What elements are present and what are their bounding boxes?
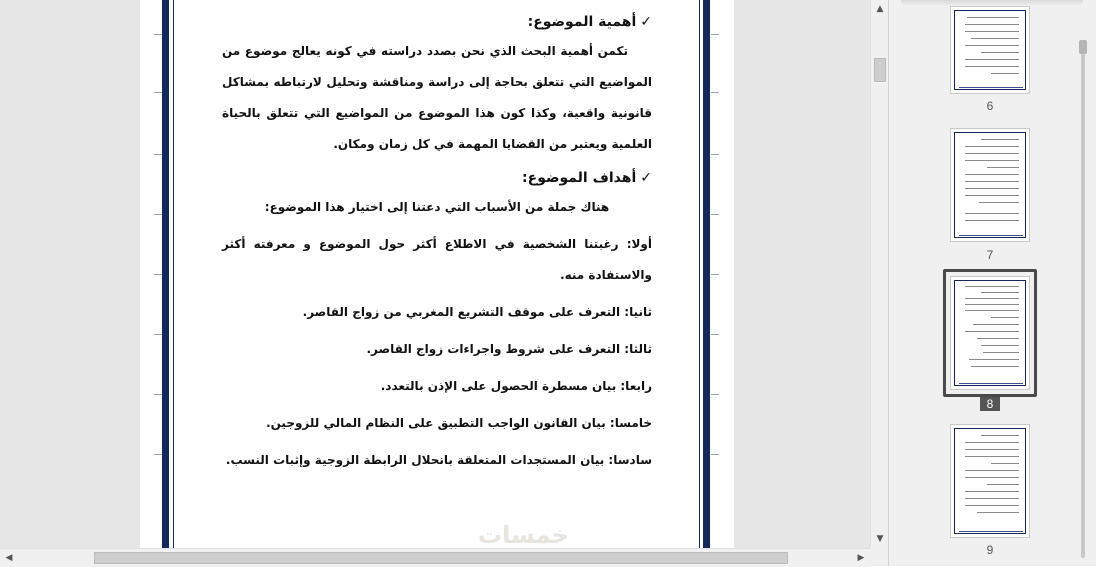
thumbnail-text-line [991,317,1019,318]
objective-item: ثانيا: التعرف على موقف التشريع المغربي من زواج القاصر. [302,305,652,319]
thumbnail-text-line [973,324,1019,325]
margin-tick [711,154,719,155]
thumbnail-text-line [965,498,1019,499]
page-border-right [703,0,710,548]
thumbnail-page-number: 9 [986,543,994,557]
objective-item: خامسا: بيان القانون الواجب التطبيق على النظام المالي للزوجين. [266,416,652,430]
heading-importance-label: أهمية الموضوع: [527,14,637,30]
margin-tick [154,394,162,395]
thumbnail-text-line [991,463,1019,464]
margin-tick [711,34,719,35]
watermark-logo: خمسات [478,521,569,548]
thumbnail-text-line [965,304,1019,305]
margin-tick [711,214,719,215]
margin-tick [711,394,719,395]
thumbnail-text-line [965,220,1019,221]
thumbnail-text-line [987,167,1019,168]
thumbnail-scroll-thumb[interactable] [1079,40,1087,54]
checkmark-icon: ✓ [640,170,652,186]
page-thumbnails-panel [888,0,1096,566]
heading-objectives-label: أهداف الموضوع: [522,170,637,186]
thumbnail-text-line [965,442,1019,443]
thumbnail-text-line [981,292,1019,293]
horizontal-scroll-thumb[interactable] [94,552,788,564]
left-gutter [0,0,140,548]
margin-tick [711,454,719,455]
thumbnail-text-line [965,310,1019,311]
page-border-inner-right [699,0,700,548]
thumbnail-text-line [981,139,1019,140]
thumbnail-text-line [965,160,1019,161]
scroll-right-arrow-icon[interactable]: ▶ [857,553,865,563]
thumbnail-footer-line [959,531,1023,532]
thumbnail-text-line [965,298,1019,299]
document-page [140,0,734,548]
thumbnail-text-line [965,491,1019,492]
checkmark-icon: ✓ [640,14,652,30]
heading-importance [222,14,652,30]
thumbnail-frame [954,428,1026,534]
scrollbar-corner [870,548,888,566]
thumbnail-text-line [965,59,1019,60]
thumbnail-text-line [977,512,1019,513]
margin-tick [154,34,162,35]
vertical-scrollbar[interactable] [870,0,889,548]
page-border-inner-left [173,0,174,548]
thumbnail-text-line [981,52,1019,53]
thumbnail-text-line [983,352,1019,353]
objective-item: سادسا: بيان المستجدات المتعلقة بانحلال الرابطة الزوجية وإثبات النسب. [225,453,652,467]
vertical-scroll-thumb[interactable] [874,58,886,82]
margin-tick [154,214,162,215]
margin-tick [154,334,162,335]
right-gutter [734,0,870,548]
thumbnail-scroll-track[interactable] [1081,40,1085,558]
thumbnail-text-line [987,484,1019,485]
thumbnail-text-line [965,456,1019,457]
scroll-left-arrow-icon[interactable]: ◀ [5,553,13,563]
thumbnail-text-line [965,213,1019,214]
thumbnail-frame [954,132,1026,238]
objective-item: رابعا: بيان مسطرة الحصول على الإذن بالتعدد. [380,379,652,393]
thumbnail-text-line [965,146,1019,147]
margin-tick [154,154,162,155]
margin-tick [711,334,719,335]
thumbnail-page-6[interactable] [950,6,1030,94]
paragraph-importance: تكمن أهمية البحث الذي نحن بصدد دراسته في كونه يعالج موضوع من المواضيع التي تتعلق بحاجة إلى دراسة ومناقشة وتحليل لارتباطه بمشاكل قانونية واقعية، وكذا كون هذا الموضوع من المواضيع التي تتعلق بالحياة العلمية ويعتبر من القضايا المهمة في كل زمان ومكان. [222,44,652,151]
margin-tick [711,274,719,275]
page-text [222,4,652,479]
margin-tick [711,92,719,93]
thumbnail-frame [954,10,1026,90]
thumbnail-text-line [965,449,1019,450]
thumbnail-text-line [965,24,1019,25]
thumbnail-text-line [981,435,1019,436]
thumbnail-text-line [979,202,1019,203]
thumbnail-text-line [965,331,1019,332]
thumbnail-text-line [965,188,1019,189]
thumbnail-page-number: 6 [986,99,994,113]
thumbnail-text-line [965,174,1019,175]
thumbnail-text-line [971,38,1019,39]
margin-tick [154,454,162,455]
thumbnail-text-line [991,73,1019,74]
thumbnail-text-line [965,45,1019,46]
thumbnail-footer-line [959,87,1023,88]
thumbnail-text-line [965,286,1019,287]
thumbnail-text-line [965,31,1019,32]
thumbnail-scrollbar[interactable] [1079,0,1089,566]
thumbnail-text-line [965,477,1019,478]
thumbnail-text-line [967,17,1019,18]
paragraph-objectives-intro: هناك جملة من الأسباب التي دعتنا إلى اختيار هذا الموضوع: [264,200,610,214]
thumbnail-page-8[interactable] [950,276,1030,390]
thumbnail-text-line [965,153,1019,154]
thumbnail-text-line [965,66,1019,67]
objective-item: أولا: رغبتنا الشخصية في الاطلاع أكثر حول الموضوع و معرفته أكثر والاستفادة منه. [222,237,652,282]
thumbnail-text-line [981,345,1019,346]
thumbnail-page-9[interactable] [950,424,1030,538]
thumbnail-text-line [965,195,1019,196]
scroll-up-arrow-icon[interactable]: ▲ [876,4,884,14]
horizontal-scrollbar[interactable] [0,548,870,567]
thumbnail-text-line [977,338,1019,339]
heading-objectives [222,170,652,186]
thumbnail-footer-line [959,235,1023,236]
page-border-left [162,0,169,548]
objective-item: ثالثا: التعرف على شروط واجراءات زواج القاصر. [366,342,652,356]
thumbnail-page-number-selected: 8 [980,397,1000,411]
thumbnail-text-line [971,366,1019,367]
margin-tick [154,274,162,275]
thumbnail-page-7[interactable] [950,128,1030,242]
scroll-down-arrow-icon[interactable]: ▼ [876,534,884,544]
thumbnail-text-line [965,505,1019,506]
thumbnail-text-line [965,181,1019,182]
thumbnail-footer-line [959,383,1023,384]
thumbnail-page-number: 7 [986,248,994,262]
thumbnail-text-line [969,359,1019,360]
margin-tick [154,92,162,93]
thumbnail-text-line [965,470,1019,471]
thumbnail-frame [954,280,1026,386]
